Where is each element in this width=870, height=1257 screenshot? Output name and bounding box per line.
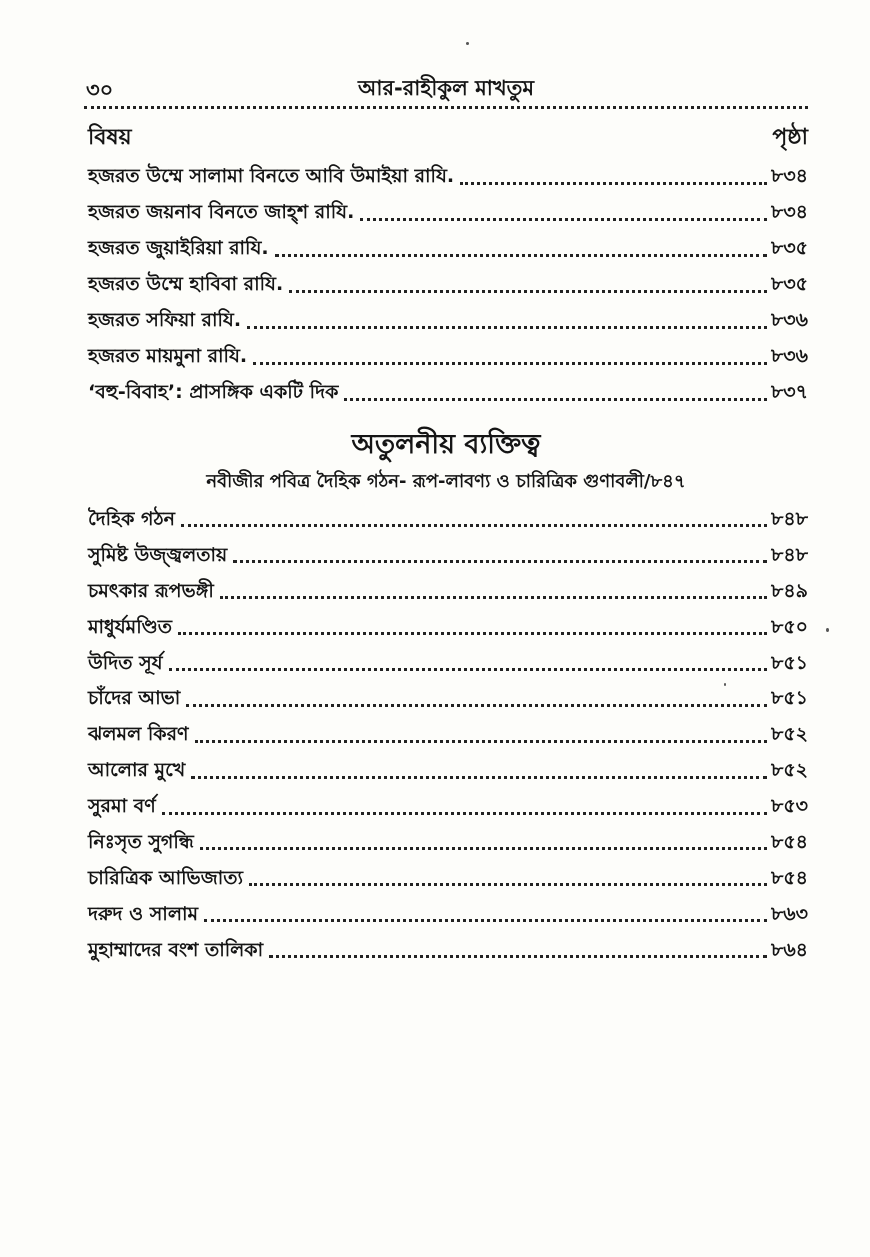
dot-leader [344, 398, 767, 401]
toc-entry-title: চাঁদের আভা [88, 687, 181, 710]
dot-leader [233, 560, 767, 563]
dot-leader [162, 812, 767, 815]
toc-entry-title: সুরমা বর্ণ [88, 795, 156, 818]
toc-entry-page: ৮৬৩ [770, 902, 808, 925]
dot-leader [220, 596, 767, 599]
toc-entry [84, 682, 808, 718]
toc-entry [84, 304, 808, 340]
toc-entry-page: ৮৩৬ [770, 345, 808, 367]
toc-entry [84, 268, 808, 304]
toc-entry-title: চমৎকার রূপভঙ্গী [88, 579, 214, 602]
dot-leader [275, 254, 767, 257]
toc-entry [84, 160, 808, 196]
toc-entry [84, 539, 808, 575]
dot-leader [289, 290, 767, 293]
toc-entry-page: ৮৫৪ [771, 866, 808, 889]
toc-entry-page: ৮৪৮ [771, 507, 808, 530]
toc-entry-title: নিঃসৃত সুগন্ধি [88, 830, 194, 853]
toc-list-part1 [84, 160, 808, 412]
toc-entry-page: ৮৫০ [770, 615, 808, 638]
toc-entry [84, 647, 808, 683]
toc-entry-page: ৮৫১ [771, 687, 808, 710]
toc-entry [84, 862, 808, 898]
toc-entry-page: ৮৪৯ [771, 579, 808, 602]
toc-entry-title: ঝলমল কিরণ [88, 723, 189, 746]
toc-entry-title: আলোর মুখে [88, 759, 186, 782]
toc-entry-title: হজরত মায়মুনা রাযি. [88, 345, 248, 367]
dot-leader [169, 668, 767, 671]
toc-entry-page: ৮৩৬ [770, 309, 808, 331]
dot-leader [247, 326, 767, 329]
toc-entry [84, 232, 808, 268]
running-header [84, 72, 808, 109]
toc-entry-page: ৮৩৪ [770, 165, 808, 187]
toc-entry [84, 934, 808, 970]
toc-entry-title: মুহাম্মাদের বংশ তালিকা [88, 938, 264, 961]
toc-entry [84, 718, 808, 754]
toc-entry-title: দরুদ ও সালাম [88, 902, 199, 925]
dot-leader [249, 883, 767, 886]
page-column-header: পৃষ্ঠা [772, 125, 808, 150]
toc-entry-title: ‘বহু-বিবাহ’: প্রাসঙ্গিক একটি দিক [88, 381, 339, 403]
dot-leader [360, 218, 767, 221]
page-number: ৩০ [86, 78, 114, 102]
toc-entry-page: ৮৩৭ [770, 381, 808, 403]
dot-leader [178, 632, 767, 635]
toc-entry-page: ৮৫৩ [770, 795, 808, 818]
toc-entry-page: ৮৩৪ [770, 201, 808, 223]
toc-entry-title: সুমিষ্ট উজ্জ্বলতায় [88, 543, 228, 566]
dot-leader [195, 740, 767, 743]
toc-entry-page: ৮৬৪ [770, 938, 808, 961]
toc-entry-title: মাধুর্যমণ্ডিত [88, 615, 173, 638]
toc-entry [84, 503, 808, 539]
toc-entry-title: হজরত জুয়াইরিয়া রাযি. [88, 237, 269, 259]
toc-entry [84, 575, 808, 611]
toc-entry-title: হজরত সফিয়া রাযি. [88, 309, 242, 331]
toc-entry [84, 790, 808, 826]
dot-leader [460, 182, 767, 185]
dot-leader [191, 776, 767, 779]
toc-entry-page: ৮৫১ [771, 651, 808, 674]
toc-entry-title: চারিত্রিক আভিজাত্য [88, 866, 243, 889]
subject-column-header: বিষয় [88, 125, 132, 150]
toc-entry [84, 196, 808, 232]
toc-entry-title: হজরত উম্মে হাবিবা রাযি. [88, 273, 284, 295]
toc-entry-title: উদিত সূর্য [88, 651, 163, 674]
toc-entry [84, 611, 808, 647]
dot-leader [181, 524, 767, 527]
section-heading: অতুলনীয় ব্যক্তিত্ব [351, 429, 541, 460]
toc-entry [84, 340, 808, 376]
paper-speck [466, 42, 469, 45]
toc-entry [84, 826, 808, 862]
dot-leader [200, 847, 767, 850]
toc-entry [84, 898, 808, 934]
dot-leader [269, 955, 767, 958]
toc-list-part2 [84, 503, 808, 970]
toc-entry-page: ৮৫২ [770, 723, 808, 746]
toc-entry-page: ৮৫২ [770, 759, 808, 782]
section-subheading: নবীজীর পবিত্র দৈহিক গঠন- রূপ-লাবণ্য ও চারিত্রিক গুণাবলী/৮৪৭ [206, 471, 686, 492]
toc-entry [84, 754, 808, 790]
toc-entry-page: ৮৩৫ [770, 237, 808, 259]
dot-leader [253, 362, 767, 365]
toc-entry-title: দৈহিক গঠন [88, 507, 175, 530]
toc-entry-title: হজরত জয়নাব বিনতে জাহ্শ রাযি. [88, 201, 355, 223]
paper-speck [724, 683, 726, 686]
toc-column-headers [84, 120, 808, 154]
toc-entry-page: ৮৩৫ [770, 273, 808, 295]
toc-entry [84, 376, 808, 412]
paper-speck [826, 628, 829, 632]
book-title: আর-রাহীকুল মাখতুম [357, 76, 535, 100]
toc-entry-page: ৮৪৮ [771, 543, 808, 566]
dot-leader [186, 704, 767, 707]
toc-entry-title: হজরত উম্মে সালামা বিনতে আবি উমাইয়া রাযি. [88, 165, 455, 187]
dot-leader [204, 919, 767, 922]
toc-entry-page: ৮৫৪ [771, 830, 808, 853]
